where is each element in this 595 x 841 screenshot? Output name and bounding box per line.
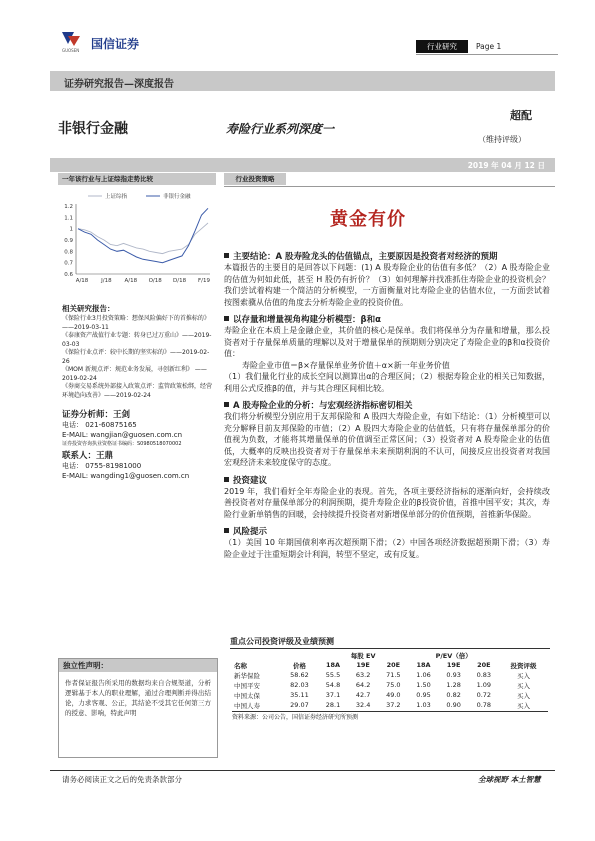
table-cell: 中国平安 [234, 681, 260, 690]
chart-title-text: 一年该行业与上证综指走势比较 [62, 175, 153, 183]
table-title: 重点公司投资评级及业绩预测 [230, 637, 334, 646]
table-cell: 新华保险 [234, 671, 260, 680]
related-item: 《MOM 新规点评：规范业务发展，寻创新红利》 ——2019-02-24 [62, 366, 207, 382]
table-cell: 0.95 [416, 691, 431, 699]
column-header: 名称 [234, 661, 247, 670]
group-header: 每股 EV [350, 651, 376, 660]
x-tick-label: D/18 [173, 278, 187, 284]
table-cell: 42.7 [355, 691, 371, 699]
column-header: 19E [446, 661, 461, 669]
y-tick-label: 0.8 [64, 249, 73, 256]
legend-label: 上证综指 [105, 194, 128, 200]
y-tick-label: 1.1 [64, 215, 73, 222]
section-tag: 行业投资策略 [224, 173, 286, 185]
analyst-cert: 证券投资咨询执业资格证书编码：S0980518070002 [62, 441, 182, 447]
bullet-para: 2019 年，我们看好全年寿险企业的表现。首先，各项主要经济指标的逐渐向好，会持续改善投资者对存量保单部分的利润预期，提升寿险企业的β投资价值，首推中国平安；其次，寿险行业新单销售的回暖，会持续提升投资者对新增保单部分的价值预期，首推新华保险。 [224, 486, 550, 519]
bullet-icon [224, 402, 229, 407]
date-bar [50, 158, 555, 172]
bullet-para: 我们将分析模型分别应用于友邦保险和 A 股四大寿险企业，有如下结论：（1）分析模型可以充分解释目前友邦保险的市值；（2）A 股四大寿险企业的估值低，只有将存量保单部分的价值视为负数，才能将其增量保单的价值调至正常区间；（3）投资者对 A 股寿险企业的估值低，大概率的反映出投资者对于存量保单未来预期利润的不认可，间接反应出投资者对我国宏观经济未来较度保守的态度。 [224, 412, 550, 467]
table-cell: 37.2 [386, 701, 401, 709]
bullet-para: 本篇报告的主要目的是回答以下问题：(1) A 股寿险企业的估值有多低？（2）A 股寿险企业的估值为何如此低，甚至 H 股仍有折价？（3）如何理解并找准抓住寿险企业的投资机会？我们尝试着构建一个简洁的分析模型，一方面衡量对比寿险企业的估值水位，一方面尝试着按图索骥从估值的角度去分析寿险企业的投资价值。 [224, 263, 550, 307]
bullet-icon [224, 253, 229, 258]
report-band [50, 71, 555, 91]
independence-title: 独立性声明： [59, 659, 217, 672]
group-header: P/EV（倍） [435, 651, 472, 660]
independence-box [58, 658, 218, 758]
table-header-row [232, 660, 548, 670]
related-list [62, 315, 216, 400]
table-cell: 28.1 [325, 701, 341, 709]
bullet-4 [224, 474, 550, 521]
table-cell: 54.8 [325, 681, 341, 689]
table-row [232, 700, 548, 710]
table-cell: 82.03 [290, 681, 309, 689]
table-cell: 1.50 [416, 681, 431, 689]
table-cell: 买入 [516, 691, 530, 700]
related-item: 《券商交易系统外部接入政策点评：监管政策松绑，经营环境趋向改善》——2019-02-24 [62, 383, 213, 399]
bullet-5 [224, 525, 550, 560]
independence-text: 作者保证报告所采用的数据均来自合规渠道，分析逻辑基于本人的职业理解，通过合理判断并得出结论，力求客观、公正，其结论不受其它任何第三方的授意、影响，特此声明 [65, 679, 211, 717]
related-title: 相关研究报告： [62, 304, 115, 313]
table-source: 资料来源：公司公告，国信证券经济研究所预测 [232, 714, 359, 721]
industry-label: 非银行金融 [58, 121, 128, 137]
comparison-chart [58, 188, 218, 288]
column-header: 18A [325, 661, 341, 669]
related-item: 《保险行业点评：较中长期的坚实标的》——2019-02-26 [62, 349, 210, 365]
contact-phone: 电话： 0755-81981000 [62, 462, 142, 470]
table-cell: 0.90 [446, 701, 461, 709]
table-cell: 29.07 [290, 701, 309, 709]
series-title: 寿险行业系列深度一 [226, 122, 335, 136]
series-line [78, 223, 208, 254]
x-tick-label: O/18 [148, 278, 162, 284]
forecast-table [232, 650, 548, 723]
y-tick-label: 0.9 [64, 238, 73, 244]
table-cell: 买入 [516, 671, 530, 680]
formula: 寿险企业市值＝β×存量保单业务价值＋α×新一年业务价值 [242, 360, 450, 370]
top-tag [416, 40, 558, 55]
analyst-label: 证券分析师： [62, 410, 114, 420]
analyst-phone: 电话： 021-60875165 [62, 421, 137, 429]
rating-main: 超配 [510, 109, 532, 122]
chart-title [58, 173, 216, 185]
bullet-head: A 股寿险企业的分析：与宏观经济指标密切相关 [233, 401, 413, 411]
brand-name: 国信证券 [91, 37, 140, 51]
y-tick-label: 0.6 [64, 272, 73, 278]
related-item: 《泰康资产战值行业专题：转身已过万重山》——2019-03-03 [62, 332, 212, 348]
table-cell: 63.2 [355, 671, 371, 679]
table-cell: 55.5 [325, 671, 341, 679]
table-cell: 58.62 [290, 671, 309, 679]
bullet-3 [224, 399, 550, 469]
table-cell: 中国太保 [234, 691, 260, 700]
column-header: 20E [477, 661, 491, 669]
legend-label: 非银行金融 [163, 194, 191, 200]
table-cell: 49.0 [386, 691, 401, 699]
y-tick-label: 1.2 [64, 204, 73, 210]
analyst-email: E-MAIL: wangjian@guosen.com.cn [62, 431, 183, 439]
report-band-label: 证券研究报告—深度报告 [64, 79, 174, 90]
table-cell: 1.09 [476, 681, 492, 689]
column-header: 18A [416, 661, 431, 669]
footer-right: 全球视野 本土智慧 [478, 775, 541, 784]
table-cell: 买入 [516, 701, 530, 710]
x-tick-label: A/18 [124, 278, 138, 284]
table-cell: 71.5 [386, 671, 401, 679]
x-tick-label: F/19 [197, 278, 211, 284]
related-item: 《保险行业3月投资策略：想保风险偏好下的首推标的》 ——2019-03-11 [62, 315, 210, 331]
table-cell: 0.83 [476, 671, 492, 679]
analyst-name: 王剑 [113, 410, 131, 420]
bullet-1 [224, 250, 550, 308]
x-tick-label: A/18 [75, 278, 89, 284]
analyst-block [62, 408, 218, 481]
table-cell: 1.28 [446, 681, 461, 689]
rating-sub: （维持评级） [478, 135, 526, 144]
table-row [232, 680, 548, 690]
table-cell: 1.03 [416, 701, 431, 709]
top-tag-label: 行业研究 [416, 40, 468, 53]
table-cell: 0.93 [446, 671, 461, 679]
main-title: 黄金有价 [330, 209, 406, 230]
brand-sub: GUOSEN [62, 48, 80, 53]
table-row [232, 690, 548, 700]
y-tick-label: 1 [69, 226, 73, 233]
table-cell: 37.1 [325, 691, 341, 699]
table-cell: 75.0 [386, 681, 401, 689]
column-header: 投资评级 [510, 661, 537, 670]
contact-email: E-MAIL: wangding1@guosen.com.cn [62, 472, 190, 480]
bullet-head: 以存量和增量视角构建分析模型：β和α [233, 315, 381, 325]
column-header: 价格 [292, 661, 306, 670]
bullets [224, 250, 550, 560]
bullet-head: 风险提示 [233, 527, 268, 537]
table-cell: 32.4 [355, 701, 371, 709]
table-cell: 0.82 [446, 691, 461, 699]
bullet-icon [224, 316, 229, 321]
bullet-para: （1）我们量化行业的成长空间以测算出α的合理区间；（2）根据寿险企业的相关已知数据，利用公式反推β的值，并与其合理区间相比较。 [224, 372, 550, 393]
series-line [78, 208, 208, 262]
bullet-icon [224, 528, 229, 533]
table-cell: 0.78 [476, 701, 492, 709]
bullet-head: 主要结论：A 股寿险龙头的估值锚点，主要原因是投资者对经济的预期 [233, 252, 498, 262]
table-cell: 买入 [516, 681, 530, 690]
column-header: 19E [356, 661, 370, 669]
x-tick-label: J/18 [101, 278, 112, 284]
table-row [232, 670, 548, 680]
table-cell: 0.72 [476, 691, 492, 699]
contact-name: 王鼎 [96, 451, 114, 461]
table-cell: 35.11 [290, 691, 309, 699]
report-date: 2019 年 04 月 12 日 [467, 161, 545, 170]
table-cell: 1.06 [416, 671, 431, 679]
y-tick-label: 0.7 [64, 260, 73, 267]
bullet-2 [224, 313, 550, 394]
column-header: 20E [386, 661, 401, 669]
bullet-head: 投资建议 [233, 475, 268, 486]
footer-left: 请务必阅读正文之后的免责条款部分 [62, 775, 182, 784]
page-number: Page 1 [476, 42, 502, 51]
bullet-para: （1）美国 10 年期国债利率再次超预期下滑；（2）中国各项经济数据超预期下滑；（3）寿险企业过于注重短期会计利润，转型不坚定，或有反复。 [224, 538, 550, 559]
table-cell: 64.2 [355, 681, 371, 689]
table-cell: 中国人寿 [234, 701, 260, 710]
bullet-para: 寿险企业在本质上是金融企业，其价值的核心是保单。我们将保单分为存量和增量，那么投资者对于存量保单质量的理解以及对于增量保单的预期则分别决定了寿险企业的β和α投资价值： [224, 326, 550, 358]
bullet-icon [224, 477, 229, 482]
contact-label: 联系人： [62, 451, 97, 461]
